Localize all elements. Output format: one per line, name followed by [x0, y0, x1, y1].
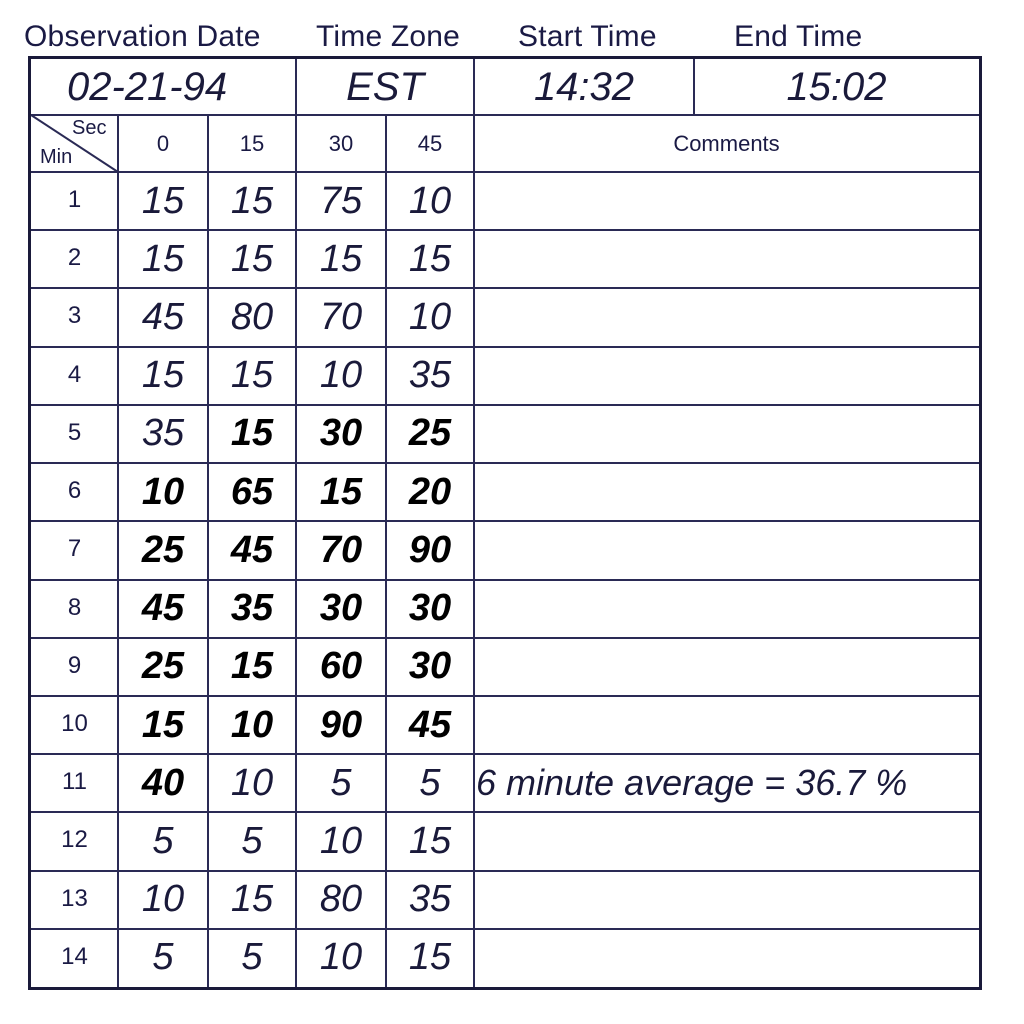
end-time-label: End Time: [734, 20, 863, 53]
minute-label: 1: [67, 186, 82, 213]
opacity-reading: 15: [230, 878, 274, 921]
opacity-reading: 15: [408, 936, 452, 979]
comments-header: Comments: [673, 130, 780, 156]
start-time-label: Start Time: [518, 20, 657, 53]
opacity-reading: 10: [230, 703, 274, 746]
minute-label: 13: [61, 884, 88, 912]
opacity-reading: 15: [319, 237, 363, 280]
minute-label: 12: [61, 826, 88, 854]
opacity-reading: 45: [408, 703, 452, 746]
minute-label: 8: [67, 593, 82, 621]
opacity-reading: 15: [230, 412, 274, 455]
opacity-reading: 35: [230, 587, 274, 630]
opacity-reading: 80: [230, 296, 274, 339]
opacity-reading: 90: [319, 703, 363, 746]
opacity-reading: 35: [141, 412, 185, 455]
opacity-reading: 25: [408, 412, 452, 455]
seconds-header-0: 0: [156, 130, 170, 156]
opacity-reading: 15: [230, 237, 274, 280]
comment-cell: 6 minute average = 36.7 %: [476, 762, 908, 804]
end-time-value: 15:02: [786, 64, 887, 109]
opacity-reading: 15: [408, 819, 452, 862]
opacity-reading: 70: [319, 528, 363, 571]
start-time-value: 14:32: [533, 64, 635, 109]
opacity-reading: 20: [408, 470, 452, 513]
opacity-reading: 10: [408, 296, 452, 339]
opacity-reading: 15: [141, 179, 185, 222]
minute-label: 11: [62, 768, 87, 796]
opacity-reading: 90: [408, 528, 452, 571]
minute-label: 7: [67, 535, 82, 563]
corner-min-label: Min: [40, 146, 73, 168]
seconds-header-15: 15: [239, 130, 265, 156]
minute-label: 4: [67, 360, 82, 388]
opacity-reading: 30: [408, 587, 452, 630]
opacity-reading: 5: [241, 936, 263, 979]
time-zone-label: Time Zone: [316, 20, 461, 53]
opacity-reading: 45: [230, 528, 274, 571]
opacity-reading: 5: [152, 936, 174, 979]
opacity-reading: 15: [141, 703, 185, 746]
opacity-reading: 35: [408, 878, 452, 921]
opacity-reading: 5: [419, 761, 441, 804]
observation-date-value: 02-21-94: [67, 64, 228, 109]
minute-label: 5: [67, 418, 82, 446]
observation-date-label: Observation Date: [24, 20, 261, 53]
opacity-reading: 35: [408, 354, 452, 397]
opacity-reading: 5: [330, 761, 352, 804]
opacity-reading: 10: [319, 819, 363, 862]
opacity-reading: 25: [141, 645, 185, 688]
opacity-reading: 10: [141, 878, 185, 921]
opacity-reading: 30: [408, 645, 452, 688]
opacity-reading: 80: [319, 878, 363, 921]
opacity-reading: 15: [230, 354, 274, 397]
opacity-reading: 65: [230, 470, 274, 513]
opacity-reading: 15: [230, 179, 274, 222]
opacity-reading: 40: [141, 761, 185, 804]
opacity-reading: 15: [141, 237, 185, 280]
opacity-reading: 15: [230, 645, 274, 688]
minute-label: 9: [67, 651, 82, 679]
minute-label: 3: [67, 302, 82, 330]
seconds-header-30: 30: [328, 130, 354, 156]
seconds-header-45: 45: [417, 130, 443, 156]
opacity-reading: 5: [152, 819, 174, 862]
opacity-reading: 10: [319, 936, 363, 979]
opacity-reading: 30: [319, 412, 363, 455]
opacity-reading: 45: [141, 296, 185, 339]
minute-label: 14: [61, 942, 88, 970]
minute-label: 10: [61, 709, 88, 737]
minute-label: 2: [67, 244, 82, 272]
opacity-reading: 10: [319, 354, 363, 397]
opacity-reading: 15: [141, 354, 185, 397]
opacity-reading: 15: [319, 470, 363, 513]
opacity-reading: 5: [241, 819, 263, 862]
opacity-reading: 10: [408, 179, 452, 222]
opacity-reading: 70: [319, 296, 363, 339]
minute-label: 6: [67, 477, 82, 505]
opacity-reading: 10: [230, 761, 274, 804]
opacity-reading: 25: [141, 528, 185, 571]
opacity-reading: 15: [408, 237, 452, 280]
time-zone-value: EST: [346, 64, 424, 109]
opacity-reading: 30: [319, 587, 363, 630]
opacity-reading: 60: [319, 645, 363, 688]
opacity-reading: 45: [141, 587, 185, 630]
corner-sec-label: Sec: [72, 117, 107, 139]
opacity-reading: 75: [319, 179, 363, 222]
opacity-reading: 10: [141, 470, 185, 513]
